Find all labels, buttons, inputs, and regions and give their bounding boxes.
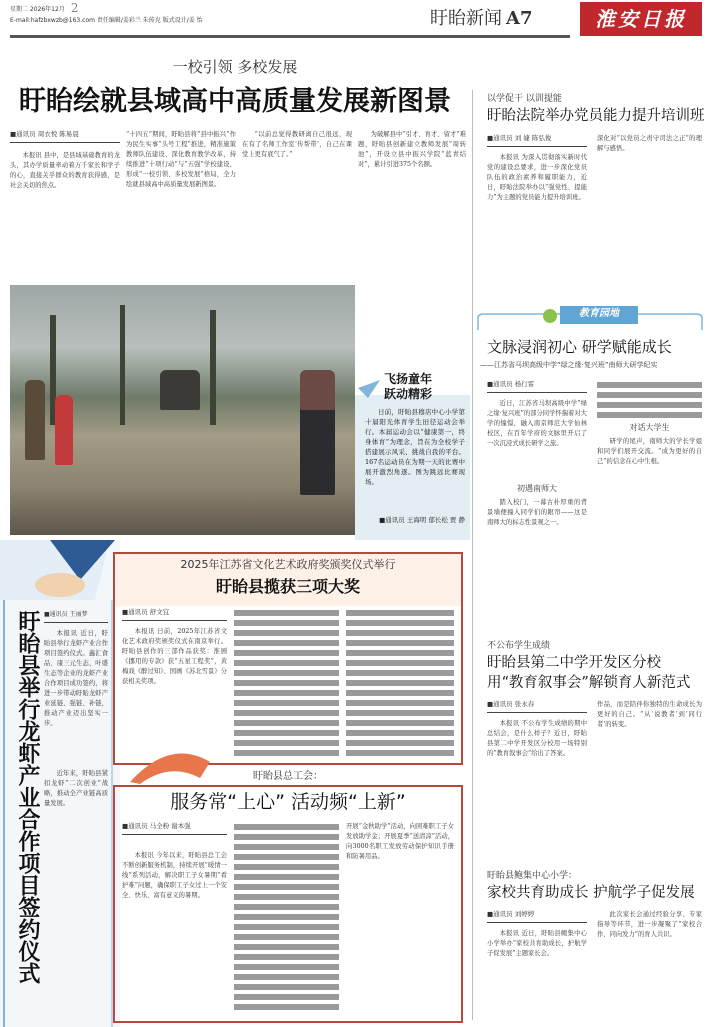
court-column-1 [487,134,587,303]
side-para-1: 本报讯 近日，盱眙县举行龙虾产业合作项目签约仪式。鑫汇食品、康三元生态、叶盛生态等企业的龙虾产业合作项目成功签约，将进一步带动盱眙龙虾产业延链、强链、补链，推动产业迈出坚实一步。 [44,630,108,727]
court-headline: 盱眙法院举办党员能力提升培训班 [487,108,705,124]
edu-section-1: 初遇南师大 [517,484,557,493]
court-byline: ■通讯员 刘 婕 陈弘俊 [487,134,587,147]
edu-column-1 [487,380,587,628]
sports-photo [10,285,355,535]
lead-headline: 盱眙绘就县域高中高质量发展新图景 [19,86,451,117]
school-headline-2: 用“教育叙事会”解锁育人新范式 [487,675,691,691]
edu-para-3: 研学的尾声，南师大的学长学姐和同学们展开交流。“成为更好的自己”的信念在心中生根。 [597,438,702,465]
edu-subhead: ——江苏省马坝高级中学“绿之缘·复兴班”南师大研学纪实 [480,361,658,369]
award-byline: ■通讯员 舒文宜 [122,608,227,621]
union-column-2 [234,822,339,1012]
award-column-1 [122,608,227,767]
family-para-2: 此次家长会通过经验分享、专家指导等环节，进一步凝聚了“家校合作、同向发力”的育人共识。 [597,911,702,938]
award-headline: 盱眙县揽获三项大奖 [215,577,360,596]
side-story-body [44,610,108,1009]
family-para-1: 本报讯 近日，盱眙县鲍集中心小学举办“家校共育助成长，护航学子促发展”主题家长会。 [487,930,587,957]
school-para-1: 本报讯 不公布学生成绩的期中总结会，是什么样子？近日，盱眙县第二中学开发区分校用一场特别的“教育叙事会”给出了答案。 [487,720,587,757]
masthead-logo: 淮安日报 [580,2,702,36]
lead-para-3: 为破解县中“引才、育才、留才”难题，盱眙县创新建立教师发展“周转池”，开设立县中振兴学院“蓝青结对”，累计引进375个名额。 [358,131,466,168]
lead-quote: “以前总觉得教研离自己很远，现在有了名师工作室‘传帮带’，自己在课堂上更有底气了。” [242,131,352,158]
school-column-1 [487,700,587,869]
family-kicker: 盱眙县鲍集中心小学： [487,871,578,881]
family-column-1 [487,910,587,1024]
school-para-2: 作品，而是陪伴你独特的生命成长为更好的自己。“从‘说教者’到‘同行者’的转变。 [597,701,702,728]
union-kicker: 盱眙县总工会： [253,771,323,782]
section-name: 盱眙新闻 [430,8,502,29]
union-byline: ■通讯员 马全粉 谢本强 [122,822,227,835]
page-number: 2 [70,1,79,15]
court-kicker: 以学促干 以训提能 [487,94,562,104]
lead-column-1 [10,130,120,291]
union-para-1: 本报讯 今年以来，盱眙县总工会不断创新服务机制，持续开展“暖情一线”系列活动，解决职工子女暑期“看护难”问题，确保职工子女过上一个安全、快乐、富有意义的暑期。 [122,852,227,899]
photo-caption-panel [355,395,470,540]
lead-para-2: “十四五”期间，盱眙县将“县中振兴”作为民生实事“头号工程”推进，精准施策教师队伍建设、深化教育教学改革，持续推进“十项行动”与“五强”学校建设，形成“一校引领、多校发展”格局，全力绘就县域高中高质量发展新图景。 [126,131,236,188]
lead-para-1: 本报讯 县中，是县域基础教育的龙头，其办学质量牵动着万千家长和学子的心，直接关乎群众的教育获得感，是社会关切的焦点。 [10,152,120,189]
edu-banner-label: 教育园地 [579,308,619,319]
paper-plane-icon [356,378,382,402]
school-kicker: 不公布学生成绩 [487,641,551,651]
school-byline: ■通讯员 张永春 [487,700,587,713]
issue-date: 星期二 2026年12月 [10,6,65,13]
school-headline-1: 盱眙县第二中学开发区分校 [487,655,661,671]
edu-column-2 [597,380,702,617]
photo-credit: ■通讯员 王海明 郁长松 贾 静 [379,516,465,524]
photo-title-line-1: 飞扬童年 [384,372,433,386]
edu-section-2: 对话大学生 [629,423,670,432]
edu-para-2: 踏入校门，一幕古朴厚重的背景墙便撞入同学们的眼帘——这是南师大的标志性景观之一。 [487,499,587,526]
award-kicker: 2025年江苏省文化艺术政府奖颁奖仪式举行 [180,558,396,571]
section-title [430,8,533,30]
award-column-2 [234,608,339,758]
union-column-1 [122,822,227,1021]
photo-feature-title [384,372,432,402]
page-code: A7 [506,8,533,29]
lead-kicker: 一校引领 多校发展 [172,58,298,76]
edu-para-1: 近日，江苏省马坝高级中学“绿之缘·复兴班”的部分同学怀揣着对大学的憧憬，融入南京师范大学仙林校区，在百年学府的文脉里开启了一次沉浸式成长研学之旅。 [487,400,587,447]
header-rule [10,35,570,38]
photo-title-line-2: 跃动精彩 [384,387,433,401]
edu-headline: 文脉浸润初心 研学赋能成长 [487,338,672,356]
photo-caption: 日前，盱眙县穆店中心小学第十届阳光体育学生田径运动会举行。本届运动会以“健康第一，终身体育”为理念，旨在为全校学子搭建展示风采、挑战自我的平台。167名运动员在为期一天的比赛中展开激烈角逐。图为跳远比赛现场。 [365,408,465,486]
side-story-title: 盱眙县举行龙虾产业合作项目签约仪式 [15,610,40,984]
family-headline: 家校共育助成长 护航学子促发展 [487,885,695,901]
contact-line: E-mail:hafzbxwzb@163.com 责任编辑/姜彩兰 朱传克 版式设计/姜 怡 [10,17,203,24]
court-para-1: 本报讯 为深入贯彻落实新时代党的建设总要求，进一步深化党员队伍的政治素养和履职能力，近日，盱眙法院举办以“强党性、提能力”为主题的党员能力提升培训班。 [487,154,587,201]
union-headline: 服务常“上心” 活动频“上新” [170,791,406,813]
column-divider [472,90,473,1020]
award-para-1: 本报讯 日前，2025年江苏省文化艺术政府奖颁奖仪式在南京举行。盱眙县创作的三部作品获奖：淮剧《挪用的专款》获“五星工程奖”，黄梅戏《醉过知》、国画《苏北雪景》分获相关奖项。 [122,628,227,685]
edu-byline: ■通讯员 杨行雷 [487,380,587,393]
family-byline: ■通讯员 刘婷婷 [487,910,587,923]
award-column-3 [346,608,454,758]
header-meta [10,3,430,26]
lead-byline: ■通讯员 周衣悦 陈易晨 [10,130,120,143]
side-para-2: 近年来，盱眙县紧扣龙虾“二次创业”战略，推动全产业链高质量发展。 [44,770,108,807]
side-byline: ■通讯员 王丽梦 [44,610,108,623]
court-para-2: 深化对“以党员之责守司法之正”的理解与感悟。 [597,135,702,152]
union-para-2: 开展“金秋助学”活动，向困难职工子女发放助学金；开展夏季“送清凉”活动，向3000名职工发放劳动保护知识手册和防暑用品。 [346,823,454,860]
